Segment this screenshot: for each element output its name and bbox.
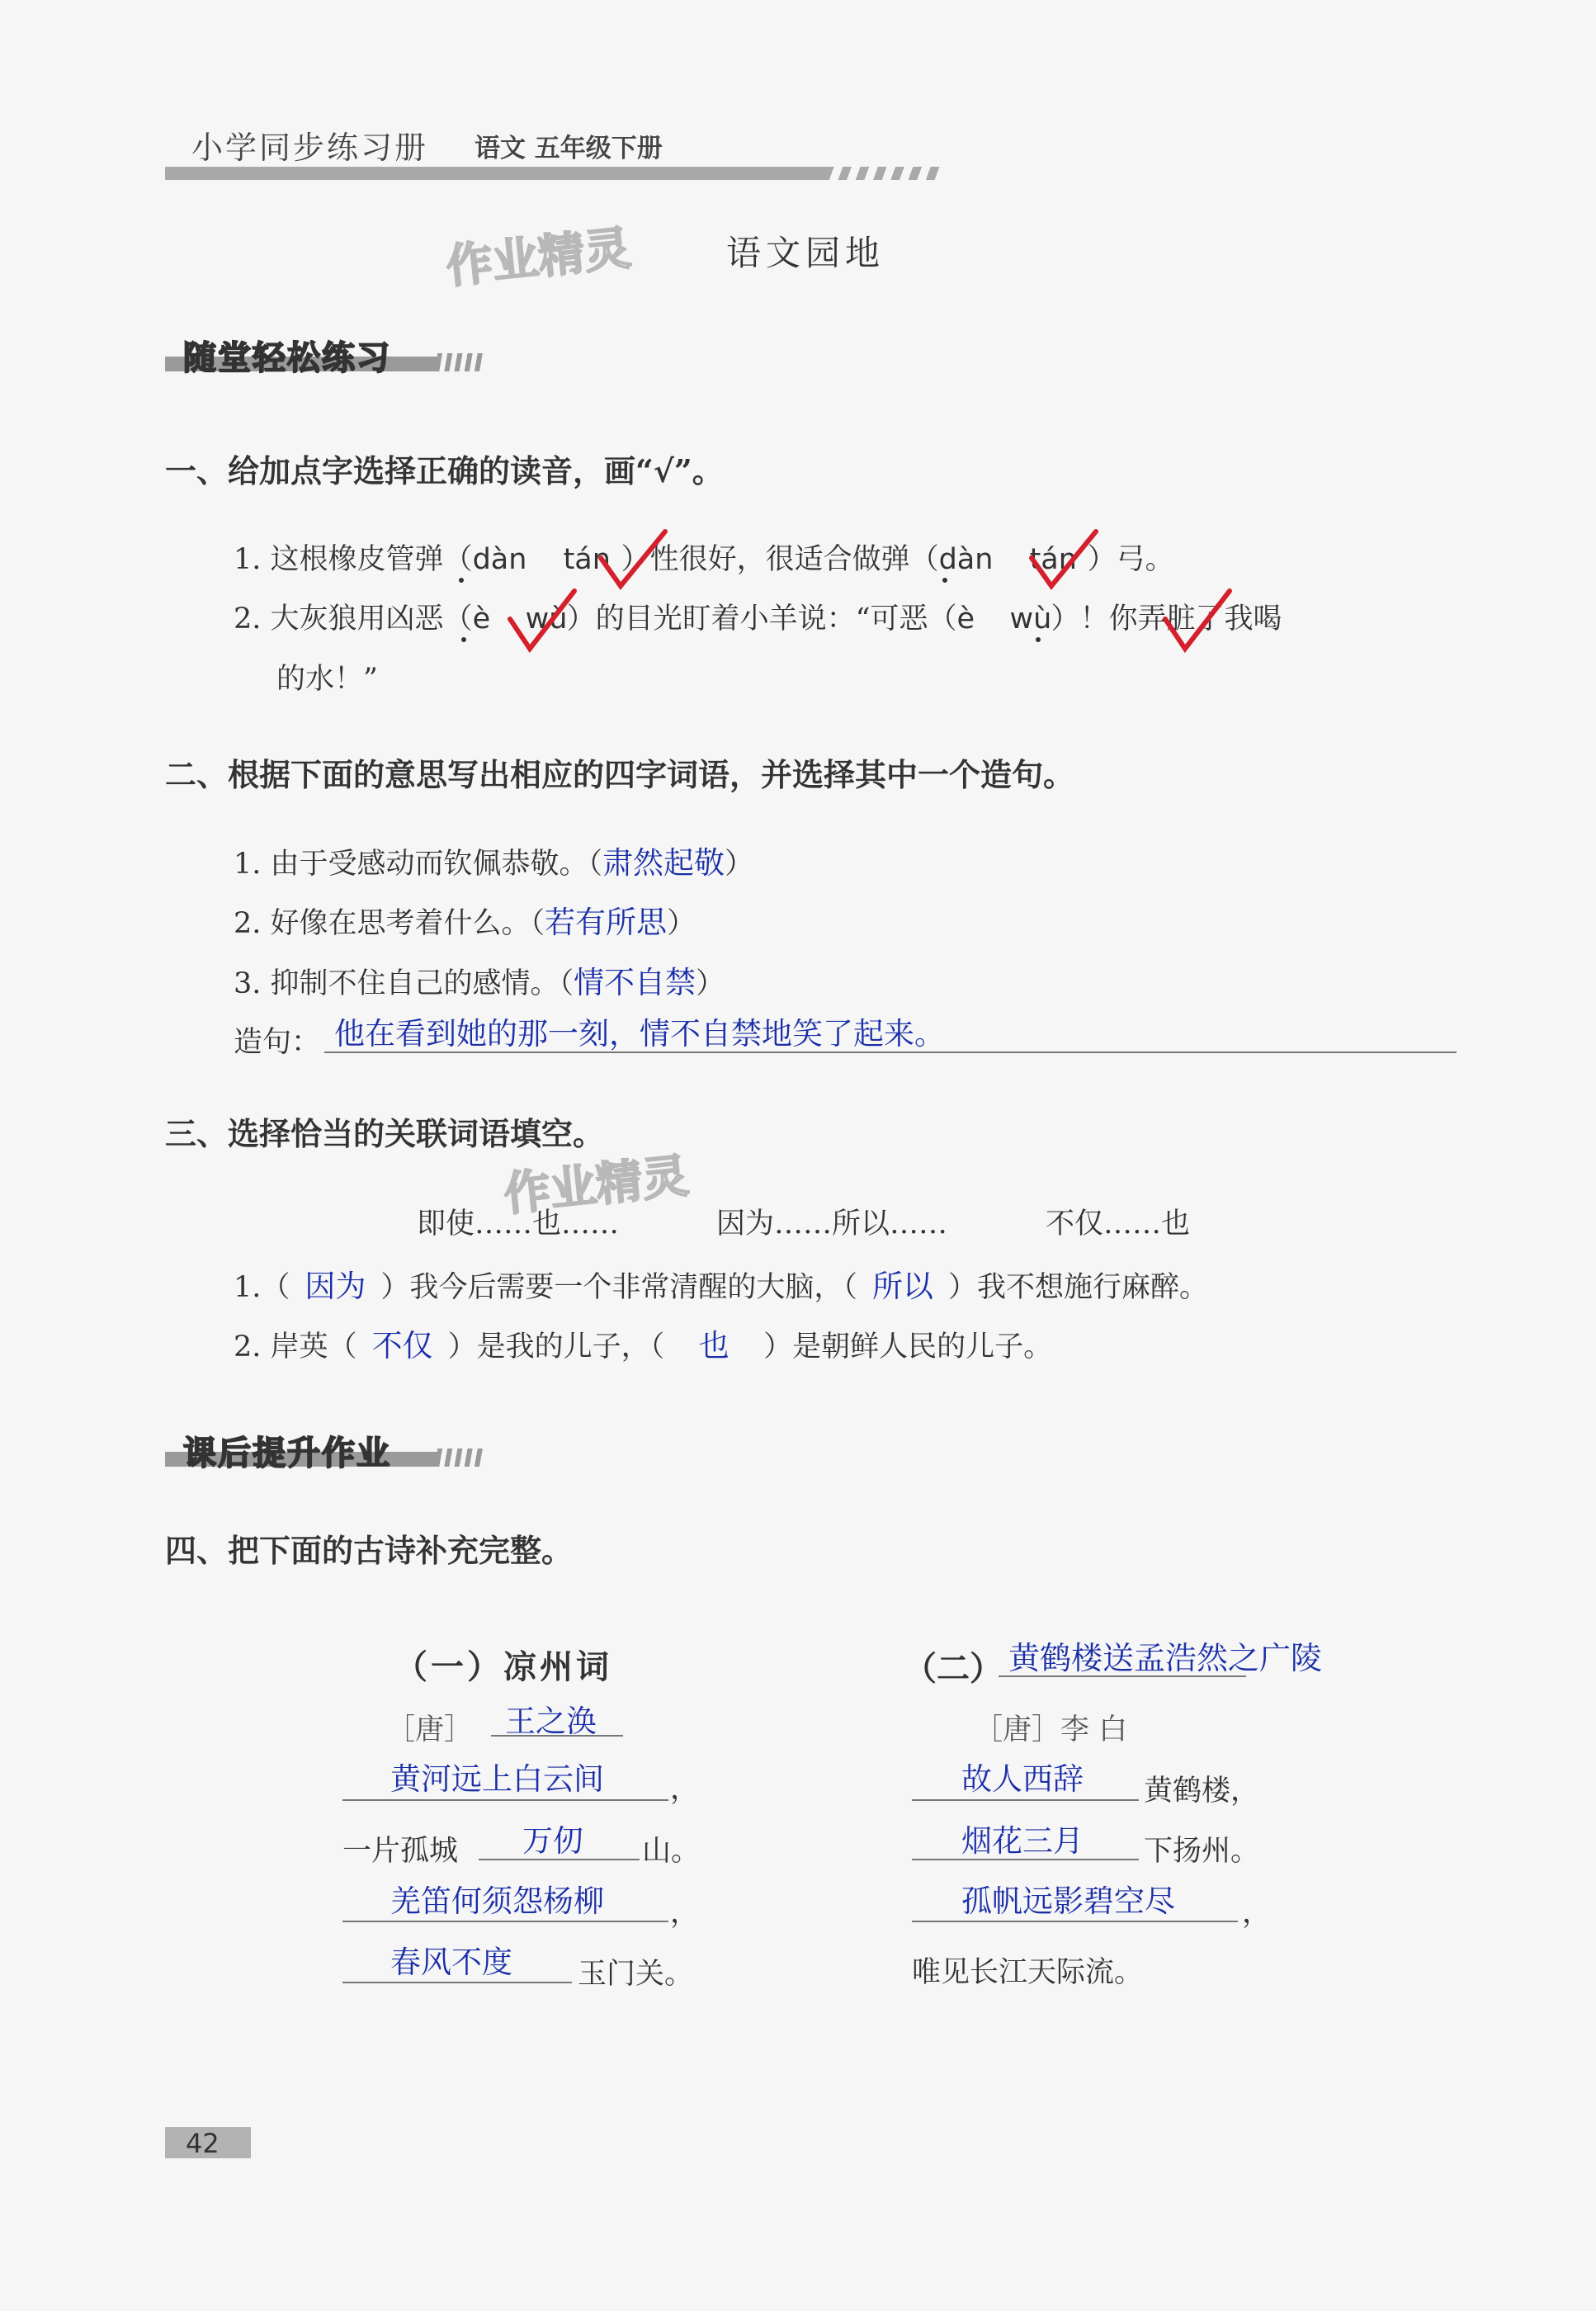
poem1-line4-post: 玉门关。 <box>578 1958 694 1991</box>
poem1-line1-underline <box>342 1799 668 1801</box>
poem2-title-answer[interactable]: 黄鹤楼送孟浩然之广陵 <box>1008 1640 1323 1676</box>
poem2-line1-underline <box>912 1799 1139 1801</box>
poem2-dynasty-author: ［唐］李 白 <box>974 1713 1128 1746</box>
poem1-line2-pre: 一片孤城 <box>342 1835 459 1868</box>
poem1-author-answer[interactable]: 王之涣 <box>505 1704 597 1739</box>
poem1-line2-post: 山。 <box>642 1835 701 1868</box>
poem2-line1-answer[interactable]: 故人西辞 <box>961 1761 1084 1797</box>
q2-item1-answer[interactable]: 肃然起敬 <box>602 845 725 881</box>
emphasis-dot <box>1036 637 1041 642</box>
q1-item2-text-pre: 大灰狼用凶恶（ <box>270 603 473 636</box>
poem1-title: （一）凉州词 <box>394 1647 612 1686</box>
check-mark-icon <box>505 586 579 655</box>
q3-item2 <box>234 1321 1052 1365</box>
header-rule-stripes <box>825 167 941 180</box>
q2-sentence-answer[interactable]: 他在看到她的那一刻，情不自禁地笑了起来。 <box>334 1016 945 1052</box>
q1-item1-text-pre: 这根橡皮管弹（ <box>270 543 473 576</box>
q2-item3-answer[interactable]: 情不自禁 <box>574 965 696 1000</box>
q2-item2-text: 好像在思考着什么。（ <box>270 907 545 940</box>
q1-item1-option-tan[interactable]: tán <box>563 543 611 576</box>
q3-item1 <box>234 1261 1208 1306</box>
q2-sentence-underline <box>324 1052 1457 1053</box>
q1-item2 <box>234 596 1282 637</box>
emphasis-dot <box>942 578 947 583</box>
q1-item1-option2-tan[interactable]: tán <box>1029 543 1077 576</box>
q3-item2-answer1[interactable]: 不仅 <box>371 1328 433 1363</box>
q3-item1-number: 1. <box>234 1271 262 1304</box>
check-mark-icon <box>1160 586 1235 655</box>
poem1-line2-answer[interactable]: 万仞 <box>522 1823 583 1859</box>
q1-item1-text-post: ）弓。 <box>1087 543 1174 576</box>
q1-item1-text-mid: ）性很好，很适合做弹（ <box>621 543 939 576</box>
poem1-author-underline <box>491 1735 623 1737</box>
watermark: 作业精灵 <box>501 1149 692 1222</box>
poem1-line3-punct: ， <box>670 1897 700 1930</box>
q1-item1-number: 1. <box>234 543 262 576</box>
q2-item2-number: 2. <box>234 907 262 940</box>
check-mark-icon <box>1027 527 1101 593</box>
poem2-line3-punct: ， <box>1242 1897 1272 1930</box>
q1-item2-option2-e[interactable]: è <box>956 603 975 636</box>
q2-item1-text: 由于受感动而钦佩恭敬。（ <box>270 848 603 881</box>
q2-item3 <box>234 957 725 1002</box>
q1-item1-option-dan[interactable]: dàn <box>472 543 527 576</box>
q2-item3-close: ） <box>696 967 725 1000</box>
poem2-title-prefix: （二） <box>904 1649 1003 1688</box>
q2-sentence-label: 造句： <box>234 1026 321 1059</box>
q2-item1 <box>234 838 753 882</box>
poem1-line3-answer[interactable]: 羌笛何须怨杨柳 <box>390 1883 604 1919</box>
poem2-line3-underline <box>912 1921 1238 1922</box>
emphasis-dot <box>461 637 466 642</box>
q1-item2-number: 2. <box>234 603 262 636</box>
poem1-line3-underline <box>342 1921 668 1922</box>
q3-item1-text-post: ）我不想施行麻醉。 <box>947 1271 1208 1304</box>
q2-item2 <box>234 897 696 942</box>
q3-item2-text-mid: ）是我的儿子，（ <box>447 1330 665 1363</box>
section-banner-practice <box>165 338 470 377</box>
emphasis-dot <box>459 578 464 583</box>
poem1-line4-underline <box>342 1982 572 1983</box>
q3-option-3: 不仅……也 <box>1046 1207 1191 1241</box>
section-title-practice: 随堂轻松练习 <box>183 339 391 377</box>
q1-title: 一、给加点字选择正确的读音，画“√”。 <box>165 452 724 489</box>
q1-item2-text-mid: ）的目光盯着小羊说：“可恶（ <box>566 603 957 636</box>
q2-item2-close: ） <box>667 907 696 940</box>
q1-item2-option2-wu[interactable]: wù <box>1009 603 1052 636</box>
q2-item1-number: 1. <box>234 848 262 881</box>
q1-item2-option-e[interactable]: è <box>472 603 491 636</box>
header-subject: 语文 五年级下册 <box>475 134 663 163</box>
poem2-line2-answer[interactable]: 烟花三月 <box>961 1823 1084 1859</box>
q3-option-2: 因为……所以…… <box>716 1207 948 1241</box>
q1-item2-text-post: ）！你弄脏了我喝 <box>1051 603 1282 636</box>
poem1-line4-answer[interactable]: 春风不度 <box>390 1945 512 1980</box>
q2-item2-answer[interactable]: 若有所思 <box>545 905 668 940</box>
poem2-line2-post: 下扬州。 <box>1144 1835 1260 1868</box>
q3-item2-number: 2. <box>234 1330 262 1363</box>
q3-item1-text-mid: ）我今后需要一个非常清醒的大脑，（ <box>380 1271 857 1304</box>
q3-item1-open: （ <box>261 1271 290 1304</box>
page-title: 语文园地 <box>726 233 885 273</box>
poem1-line1-answer[interactable]: 黄河远上白云间 <box>390 1761 604 1797</box>
poem2-line4: 唯见长江天际流。 <box>912 1956 1144 1989</box>
poem1-dynasty: ［唐］ <box>386 1713 474 1746</box>
q3-item2-text-post: ）是朝鲜人民的儿子。 <box>763 1330 1053 1363</box>
q3-item1-answer1[interactable]: 因为 <box>305 1269 366 1304</box>
poem2-line1-post: 黄鹤楼， <box>1144 1775 1260 1808</box>
poem2-line3-answer[interactable]: 孤帆远影碧空尽 <box>961 1883 1175 1919</box>
q2-title: 二、根据下面的意思写出相应的四字词语，并选择其中一个造句。 <box>165 756 1075 793</box>
page-number: 42 <box>186 2128 220 2159</box>
poem1-line1-punct: ， <box>670 1773 700 1806</box>
watermark: 作业精灵 <box>443 221 634 295</box>
q2-item1-close: ） <box>725 848 754 881</box>
section-banner-homework <box>165 1434 470 1472</box>
header-rule <box>165 167 825 180</box>
q2-item3-number: 3. <box>234 967 262 1000</box>
q1-item2-option-wu[interactable]: wù <box>525 603 568 636</box>
q3-item1-answer2[interactable]: 所以 <box>871 1269 933 1304</box>
poem1-line2-underline <box>479 1859 640 1860</box>
poem2-title-underline <box>999 1675 1246 1677</box>
q3-item2-answer2[interactable]: 也 <box>698 1328 730 1363</box>
q3-item2-open: 岸英（ <box>270 1330 357 1363</box>
q4-title: 四、把下面的古诗补充完整。 <box>165 1532 574 1569</box>
q1-item1-option2-dan[interactable]: dàn <box>938 543 994 576</box>
header-book-title: 小学同步练习册 <box>191 130 429 166</box>
q1-item2-continuation: 的水！” <box>276 663 378 696</box>
section-title-homework: 课后提升作业 <box>183 1434 391 1472</box>
check-mark-icon <box>596 527 670 593</box>
q3-title: 三、选择恰当的关联词语填空。 <box>165 1115 605 1152</box>
q2-item3-text: 抑制不住自己的感情。（ <box>270 967 574 1000</box>
q3-option-1: 即使……也…… <box>417 1207 620 1241</box>
poem2-line2-underline <box>912 1859 1139 1860</box>
